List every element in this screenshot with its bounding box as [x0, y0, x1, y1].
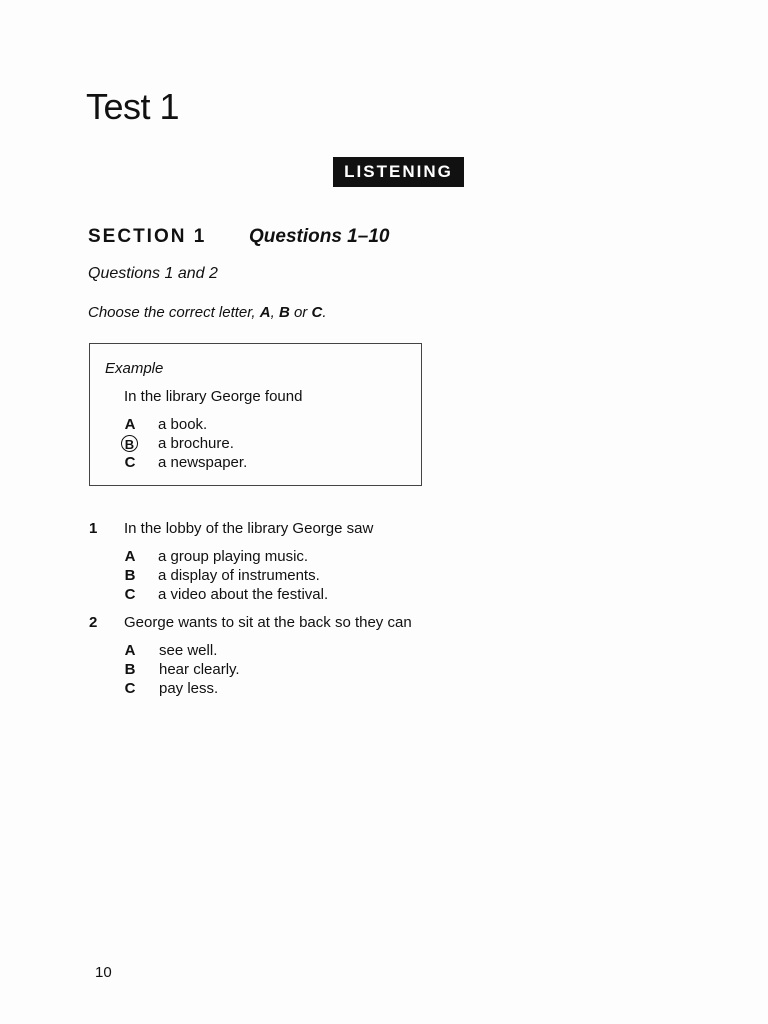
- listening-banner: LISTENING: [333, 157, 464, 187]
- example-option-letter: A: [124, 416, 136, 433]
- instruction-prefix: Choose the correct letter,: [88, 304, 260, 321]
- example-stem: In the library George found: [124, 388, 303, 405]
- page-number: 10: [95, 964, 112, 981]
- instruction-letter-b: B: [278, 304, 290, 321]
- questions-subheading: Questions 1 and 2: [88, 265, 218, 282]
- instruction-text: [88, 304, 327, 321]
- instruction-end: .: [322, 304, 327, 321]
- example-option-letter-circled: [121, 435, 138, 454]
- question-option-letter: B: [124, 661, 136, 678]
- question-option-letter: B: [124, 567, 136, 584]
- question-option-letter: C: [124, 586, 136, 603]
- question-number: 1: [89, 520, 98, 537]
- example-option-text: a brochure.: [158, 435, 234, 452]
- question-option-text: a display of instruments.: [158, 567, 320, 584]
- example-option-letter: C: [124, 454, 136, 471]
- example-option-text: a newspaper.: [158, 454, 248, 471]
- page-title: Test 1: [86, 86, 180, 127]
- question-option-text: see well.: [159, 642, 218, 659]
- example-label: Example: [105, 360, 164, 377]
- instruction-letter-a: A: [259, 304, 271, 321]
- question-stem: George wants to sit at the back so they can: [124, 614, 412, 631]
- answer-circle: B: [121, 435, 138, 452]
- instruction-letter-c: C: [311, 304, 323, 321]
- question-option-text: hear clearly.: [159, 661, 240, 678]
- question-option-letter: A: [124, 548, 136, 565]
- question-option-text: a video about the festival.: [158, 586, 329, 603]
- question-option-letter: C: [124, 680, 136, 697]
- question-number: 2: [89, 614, 98, 631]
- question-stem: In the lobby of the library George saw: [124, 520, 374, 537]
- question-option-text: a group playing music.: [158, 548, 309, 565]
- question-option-text: pay less.: [159, 680, 219, 697]
- instruction-separator: ,: [270, 304, 279, 321]
- question-option-letter: A: [124, 642, 136, 659]
- example-option-text: a book.: [158, 416, 208, 433]
- instruction-or: or: [289, 304, 312, 321]
- section-question-range: Questions 1–10: [249, 226, 390, 247]
- section-label: SECTION 1: [88, 226, 207, 247]
